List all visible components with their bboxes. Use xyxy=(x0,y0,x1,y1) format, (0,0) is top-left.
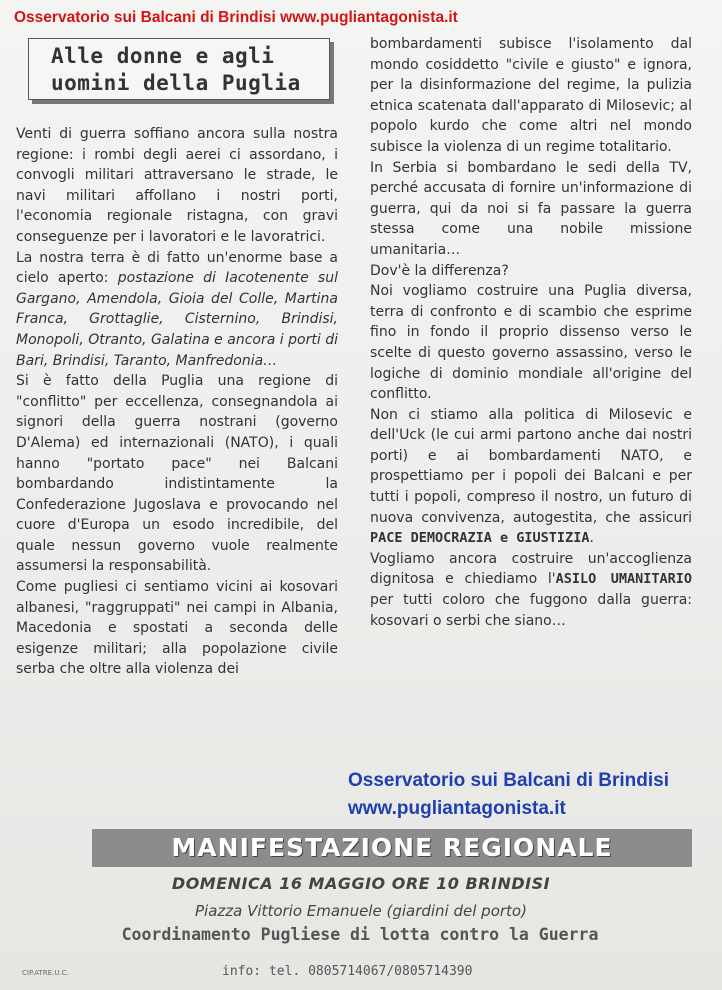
emphasis-peace: PACE DEMOCRAZIA e GIUSTIZIA xyxy=(370,530,590,547)
paragraph-text: Non ci stiamo alla politica di Milosevic e dell'Uck (le cui armi partono anche dai nostri porti) e ai bombardamenti NATO, e prospettiamo per i popoli dei Balcani e per tutti i popoli, compreso il nostro, un futuro di nuova convivenza, autogestita, che assicuri xyxy=(370,406,692,526)
title-line-1: Alle donne e agli xyxy=(51,44,275,68)
paragraph: Come pugliesi ci sentiamo vicini ai kosovari albanesi, "raggruppati" nei campi in Albania, Macedonia e spostati a seconda delle esigenze militari; alla popolazione civile serba che oltre alla violenza dei xyxy=(16,579,338,678)
print-signature: CIP.ATRE.U.C. xyxy=(22,969,69,977)
paragraph: Noi vogliamo costruire una Puglia diversa, terra di confronto e di scambio che esprime fino in fondo il proprio dissenso verso le scelte di questo governo assassino, verso le logiche di dominio mondiale all'origine del conflitto. xyxy=(370,283,692,403)
paragraph-end: . xyxy=(589,530,594,547)
page-title xyxy=(51,43,301,97)
paragraph-text: Vogliamo ancora costruire un'accoglienza dignitosa e chiediamo l' xyxy=(370,550,692,588)
paragraph: bombardamenti subisce l'isolamento dal mondo cosiddetto "civile e giusto" e ignora, per la disinformazione del regime, la pulizia etnica scatenata dall'apparato di Milosevic; al popolo kurdo che come altri nel mondo subisce la violenza di un regime totalitario. xyxy=(370,36,692,155)
contact-info: info: tel. 0805714067/0805714390 xyxy=(222,964,473,979)
paragraph: Dov'è la differenza? xyxy=(370,262,509,279)
title-box xyxy=(28,38,330,100)
event-organizer: Coordinamento Pugliese di lotta contro la Guerra xyxy=(121,925,599,944)
paragraph: In Serbia si bombardano le sedi della TV, perché accusata di fornire un'informazione di guerra, qui da noi si fa passare la guerra stessa come una nobile missione umanitaria… xyxy=(370,159,692,258)
left-column xyxy=(16,124,338,680)
paragraph xyxy=(16,248,338,372)
event-date: DOMENICA 16 MAGGIO ORE 10 BRINDISI xyxy=(171,874,551,893)
military-bases-list: postazione di Iacotenente sul Gargano, Amendola, Gioia del Colle, Martina Franca, Grottaglie, Cisternino, Brindisi, Monopoli, Otranto, Galatina e ancora i porti di Bari, Brindisi, Taranto, Manfredonia… xyxy=(16,270,338,369)
event-banner xyxy=(92,829,692,867)
header-watermark: Osservatorio sui Balcani di Brindisi www.pugliantagonista.it xyxy=(14,9,458,26)
footer-line-1: Osservatorio sui Balcani di Brindisi xyxy=(348,770,669,791)
paragraph-intro: La nostra terra è di fatto un'enorme base a cielo aperto: xyxy=(16,249,338,287)
paragraph: Si è fatto della Puglia una regione di "conflitto" per eccellenza, consegnandola ai signori della guerra nostrani (governo D'Alema) ed internazionali (NATO), i quali hanno "portato pace" nei Balcani bombardando indistintamente la Confederazione Jugoslava e provocando nel cuore d'Europa un esodo incredibile, del quale nessun governo vuole realmente assumersi la responsabilità. xyxy=(16,373,338,575)
right-column xyxy=(370,34,692,631)
footer-line-2: www.pugliantagonista.it xyxy=(348,798,566,819)
paragraph xyxy=(370,549,692,631)
paragraph xyxy=(370,405,692,549)
title-line-2: uomini della Puglia xyxy=(51,71,301,95)
event-place: Piazza Vittorio Emanuele (giardini del porto) xyxy=(195,902,527,920)
footer-watermark xyxy=(348,767,669,823)
paragraph-text: per tutti coloro che fuggono dalla guerra: kosovari o serbi che siano… xyxy=(370,592,692,629)
paragraph: Venti di guerra soffiano ancora sulla nostra regione: i rombi degli aerei ci assordano, i convogli militari attraversano le strade, le navi militari affollano i nostri porti, l'economia regionale ristagna, con gravi conseguenze per i lavoratori e le lavoratrici. xyxy=(16,126,338,245)
emphasis-asylum: ASILO UMANITARIO xyxy=(555,571,692,588)
banner-title: MANIFESTAZIONE REGIONALE xyxy=(171,833,613,862)
